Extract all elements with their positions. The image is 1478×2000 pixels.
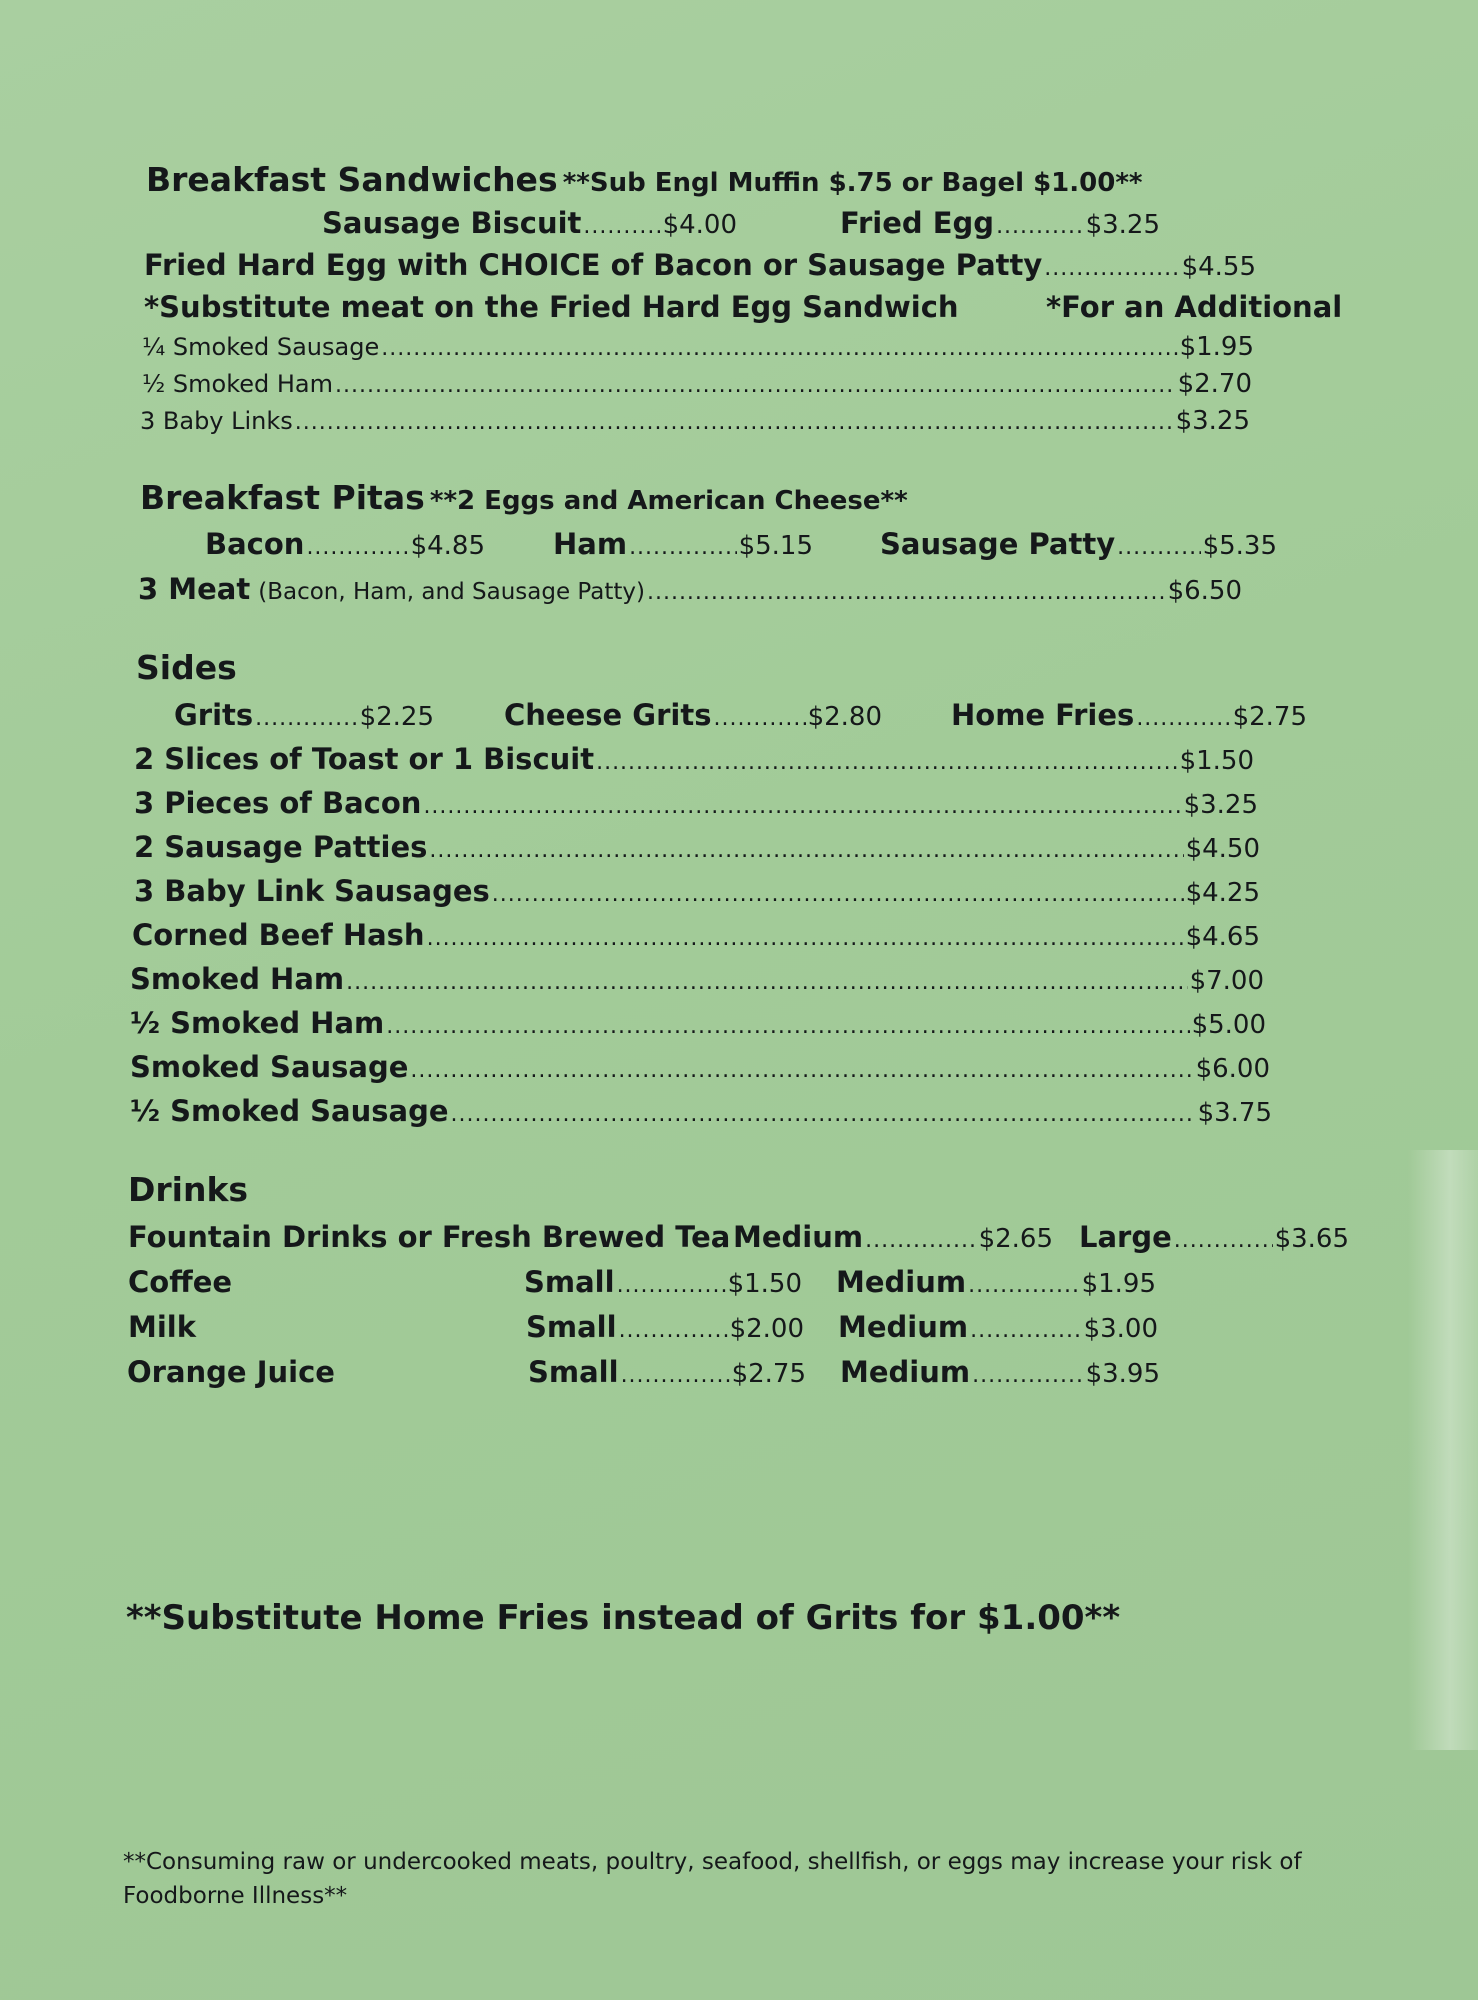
item-label: Smoked Ham [130,962,345,996]
item-label: Cheese Grits [504,698,712,732]
leader-dots [410,1058,1193,1083]
leader-dots [968,1273,1079,1298]
item-price: $4.55 [1181,252,1256,282]
leader-dots [346,970,1187,995]
leader-dots [617,1273,726,1298]
item-price: $3.00 [1083,1314,1158,1344]
drink-fountain-medium [733,1220,1053,1254]
item-price: $5.00 [1191,1010,1266,1040]
leader-dots [1136,706,1230,731]
item-label: 3 Baby Links [140,407,293,435]
substitute-home-fries-note: **Substitute Home Fries instead of Grits for $1.00** [126,1598,1121,1638]
sandwiches-title: Breakfast Sandwiches [146,160,558,199]
item-label: Grits [174,698,254,732]
item-price: $4.25 [1185,878,1260,908]
item-label: Sausage Biscuit [322,206,582,240]
item-label: Fried Egg [840,206,995,240]
item-price: $6.00 [1195,1054,1270,1084]
size-label: Medium [838,1310,969,1344]
item-price: $4.00 [662,210,737,240]
menu-item-fried-hard-egg [144,248,1256,282]
leader-dots [865,1228,976,1253]
item-label: Home Fries [951,698,1135,732]
drink-label-milk: Milk [128,1310,197,1344]
substitute-label: *Substitute meat on the Fried Hard Egg Sandwich [144,290,959,324]
leader-dots [423,794,1181,819]
side-item [134,874,1260,908]
drink-oj-medium [840,1355,1160,1389]
item-price: $2.70 [1177,369,1252,399]
size-label: Small [526,1310,617,1344]
leader-dots [1174,1228,1273,1253]
item-price: $5.35 [1202,531,1277,561]
item-price: $6.50 [1167,576,1242,606]
size-label: Small [524,1265,615,1299]
menu-item-sausage-biscuit [322,206,737,240]
side-item [130,962,1264,996]
substitute-item [140,406,1250,436]
item-price: $4.85 [410,531,485,561]
leader-dots [629,535,737,560]
size-label: Medium [840,1355,971,1389]
side-item [134,786,1258,820]
leader-dots [647,580,1166,605]
drink-coffee-medium [836,1265,1156,1299]
item-label: 3 Baby Link Sausages [134,874,490,908]
size-label: Medium [733,1220,864,1254]
leader-dots [713,706,805,731]
pitas-title: Breakfast Pitas [140,478,425,517]
drink-milk-medium [838,1310,1158,1344]
additional-label: *For an Additional [1046,290,1343,324]
menu-item-cheese-grits [504,698,882,732]
menu-item-pita-ham [553,527,813,561]
leader-dots [619,1318,728,1343]
pitas-note: **2 Eggs and American Cheese** [429,486,908,516]
leader-dots [386,1014,1189,1039]
item-price: $1.95 [1179,332,1254,362]
side-item [130,1094,1272,1128]
item-price: $2.75 [1232,702,1307,732]
pitas-header [140,478,908,517]
item-price: $3.25 [1175,406,1250,436]
drink-label-coffee: Coffee [128,1265,233,1299]
item-label: 3 Meat [138,572,251,606]
item-price: $7.00 [1189,966,1264,996]
side-item [130,1050,1270,1084]
leader-dots [972,1363,1083,1388]
leader-dots [1117,535,1200,560]
item-price: $2.80 [807,702,882,732]
item-price: $1.50 [727,1269,802,1299]
item-price: $1.50 [1179,746,1254,776]
item-price: $3.25 [1085,210,1160,240]
leader-dots [596,750,1177,775]
side-item [134,742,1254,776]
item-price: $2.65 [978,1224,1053,1254]
item-label: ¼ Smoked Sausage [142,333,380,361]
menu-item-home-fries [951,698,1307,732]
menu-item-pita-sausage-patty [880,527,1277,561]
item-price: $3.75 [1197,1098,1272,1128]
leader-dots [492,882,1184,907]
leader-dots [621,1363,730,1388]
drink-oj-small [528,1355,806,1389]
item-price: $5.15 [738,531,813,561]
menu-item-pita-3-meat [138,572,1242,606]
leader-dots [255,706,357,731]
leader-dots [1044,256,1179,281]
item-label: Sausage Patty [880,527,1116,561]
drink-label-orange-juice: Orange Juice [127,1355,335,1389]
side-item [134,830,1260,864]
substitute-item [142,332,1254,362]
leader-dots [381,336,1177,361]
drink-label-fountain: Fountain Drinks or Fresh Brewed Tea [128,1220,731,1254]
item-price: $2.25 [359,702,434,732]
item-label: Bacon [205,527,305,561]
leader-dots [427,926,1184,951]
item-label: ½ Smoked Sausage [130,1094,449,1128]
item-label: ½ Smoked Ham [142,370,333,398]
item-price: $1.95 [1081,1269,1156,1299]
size-label: Small [528,1355,619,1389]
leader-dots [306,535,408,560]
item-price: $2.75 [731,1359,806,1389]
item-label: Smoked Sausage [130,1050,409,1084]
item-price: $4.50 [1185,834,1260,864]
item-label: ½ Smoked Ham [130,1006,385,1040]
leader-dots [451,1102,1196,1127]
size-label: Large [1079,1220,1172,1254]
item-price: $2.00 [729,1314,804,1344]
item-label: Fried Hard Egg with CHOICE of Bacon or Sausage Patty [144,248,1043,282]
leader-dots [996,214,1084,239]
leader-dots [295,410,1174,435]
side-item [130,1006,1266,1040]
item-price: $3.65 [1274,1224,1349,1254]
item-label: 2 Slices of Toast or 1 Biscuit [134,742,595,776]
leader-dots [429,838,1183,863]
drinks-title: Drinks [128,1170,249,1209]
food-safety-disclaimer: **Consuming raw or undercooked meats, poultry, seafood, shellfish, or eggs may increase your risk of Foodborne Illness** [123,1849,1302,1909]
drink-milk-small [526,1310,804,1344]
item-label: 3 Pieces of Bacon [134,786,422,820]
item-detail: (Bacon, Ham, and Sausage Patty) [258,579,645,605]
side-item [132,918,1260,952]
size-label: Medium [836,1265,967,1299]
leader-dots [970,1318,1081,1343]
light-glare [1408,1150,1478,1750]
sandwiches-note: **Sub Engl Muffin $.75 or Bagel $1.00** [562,168,1143,198]
menu-item-grits [174,698,434,732]
item-label: Corned Beef Hash [132,918,425,952]
menu-item-pita-bacon [205,527,485,561]
substitute-item [142,369,1252,399]
sides-title: Sides [136,648,237,687]
leader-dots [583,214,660,239]
item-price: $3.25 [1183,790,1258,820]
item-price: $3.95 [1085,1359,1160,1389]
drink-fountain-large [1079,1220,1349,1254]
drink-coffee-small [524,1265,802,1299]
menu-item-fried-egg [840,206,1160,240]
sandwiches-header [146,160,1143,199]
item-label: 2 Sausage Patties [134,830,428,864]
item-label: Ham [553,527,628,561]
item-price: $4.65 [1185,922,1260,952]
leader-dots [335,373,1176,398]
